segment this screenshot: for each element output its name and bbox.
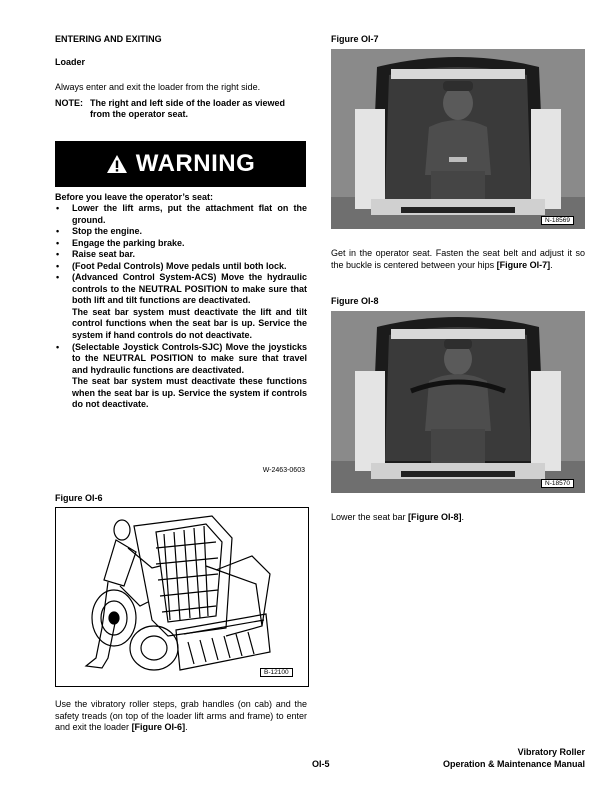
- bullet-icon: •: [56, 260, 60, 271]
- warning-item: [55, 249, 307, 261]
- figure-caption: Figure OI-8: [331, 296, 379, 306]
- warning-item-text: (Foot Pedal Controls) Move pedals until both lock.: [72, 260, 287, 271]
- figure-oi-7-photo: [331, 49, 585, 229]
- warning-title: WARNING: [135, 150, 256, 177]
- warning-code: W-2463-0603: [262, 467, 305, 474]
- operator-seatbelt-photo: [331, 49, 585, 229]
- figure-oi-6-illustration: [55, 507, 309, 687]
- figure-reference: [Figure OI-8]: [408, 512, 462, 522]
- bullet-icon: •: [56, 237, 60, 248]
- warning-item-text: Lower the lift arms, put the attachment flat on the ground.: [72, 203, 307, 225]
- warning-item: [55, 226, 307, 238]
- warning-item-text: Stop the engine.: [72, 226, 143, 237]
- document-title-line-1: Vibratory Roller: [517, 747, 585, 757]
- figure-reference: [Figure OI-6]: [131, 722, 186, 733]
- figure-code: N-18570: [541, 479, 574, 488]
- warning-item-text: (Selectable Joystick Controls-SJC) Move the joysticks to the NEUTRAL POSITION to make sure that travel and hydraulic functions are deactivated.: [72, 341, 307, 375]
- warning-item-text: (Advanced Control System-ACS) Move the hydraulic controls to the NEUTRAL POSITION to make sure that both lift and tilt functions are deactivated.: [72, 272, 307, 306]
- warning-list: [55, 203, 307, 411]
- warning-item: [55, 238, 307, 250]
- warning-item-text: Raise seat bar.: [72, 249, 136, 260]
- bullet-icon: •: [56, 226, 60, 237]
- figure-reference: [Figure OI-7]: [496, 259, 551, 270]
- vibratory-roller-drawing: [56, 508, 308, 686]
- document-title-line-2: Operation & Maintenance Manual: [442, 759, 585, 769]
- note-label: NOTE:: [55, 98, 83, 108]
- figure-caption: Figure OI-7: [331, 34, 379, 44]
- operator-seatbar-photo: [331, 311, 585, 493]
- warning-item-extra: The seat bar system must deactivate the lift and tilt control functions when the seat bar is up. Service the system if hand controls do not deactivate.: [72, 306, 307, 341]
- document-title: [420, 746, 585, 770]
- note-line-1: The right and left side of the loader as viewed: [90, 98, 286, 108]
- warning-item: [55, 342, 307, 411]
- section-title: ENTERING AND EXITING: [55, 34, 162, 44]
- figure-oi-8-text: Lower the seat bar [Figure OI-8].: [331, 512, 465, 522]
- warning-lead: Before you leave the operator’s seat:: [55, 192, 214, 202]
- warning-triangle-icon: [106, 154, 128, 174]
- warning-item: [55, 272, 307, 341]
- warning-banner: [55, 141, 306, 187]
- warning-item: [55, 261, 307, 273]
- figure-oi-7-text: Get in the operator seat. Fasten the seat belt and adjust it so the buckle is centered between your hips [Figure OI-7].: [331, 248, 585, 270]
- figure-oi-8-photo: [331, 311, 585, 493]
- warning-item: [55, 203, 307, 226]
- bullet-icon: •: [56, 341, 60, 352]
- figure-oi-6-text: Use the vibratory roller steps, grab handles (on cab) and the safety treads (on top of the loader lift arms and frame) to enter and exit the loader [Figure OI-6].: [55, 699, 307, 733]
- bullet-icon: •: [56, 203, 60, 213]
- warning-item-text: Engage the parking brake.: [72, 237, 185, 248]
- figure-code: B-12100: [260, 668, 293, 677]
- bullet-icon: •: [56, 249, 60, 260]
- note-block: [55, 98, 307, 120]
- intro-text: Always enter and exit the loader from the right side.: [55, 82, 261, 92]
- figure-code: N-18569: [541, 216, 574, 225]
- bullet-icon: •: [56, 272, 60, 283]
- warning-item-extra: The seat bar system must deactivate these functions when the seat bar is up. Service the system if controls do not deactivate.: [72, 376, 307, 410]
- subsection-title: Loader: [55, 57, 86, 67]
- page-number: OI-5: [312, 759, 330, 769]
- figure-caption: Figure OI-6: [55, 493, 103, 503]
- note-line-2: from the operator seat.: [90, 109, 189, 119]
